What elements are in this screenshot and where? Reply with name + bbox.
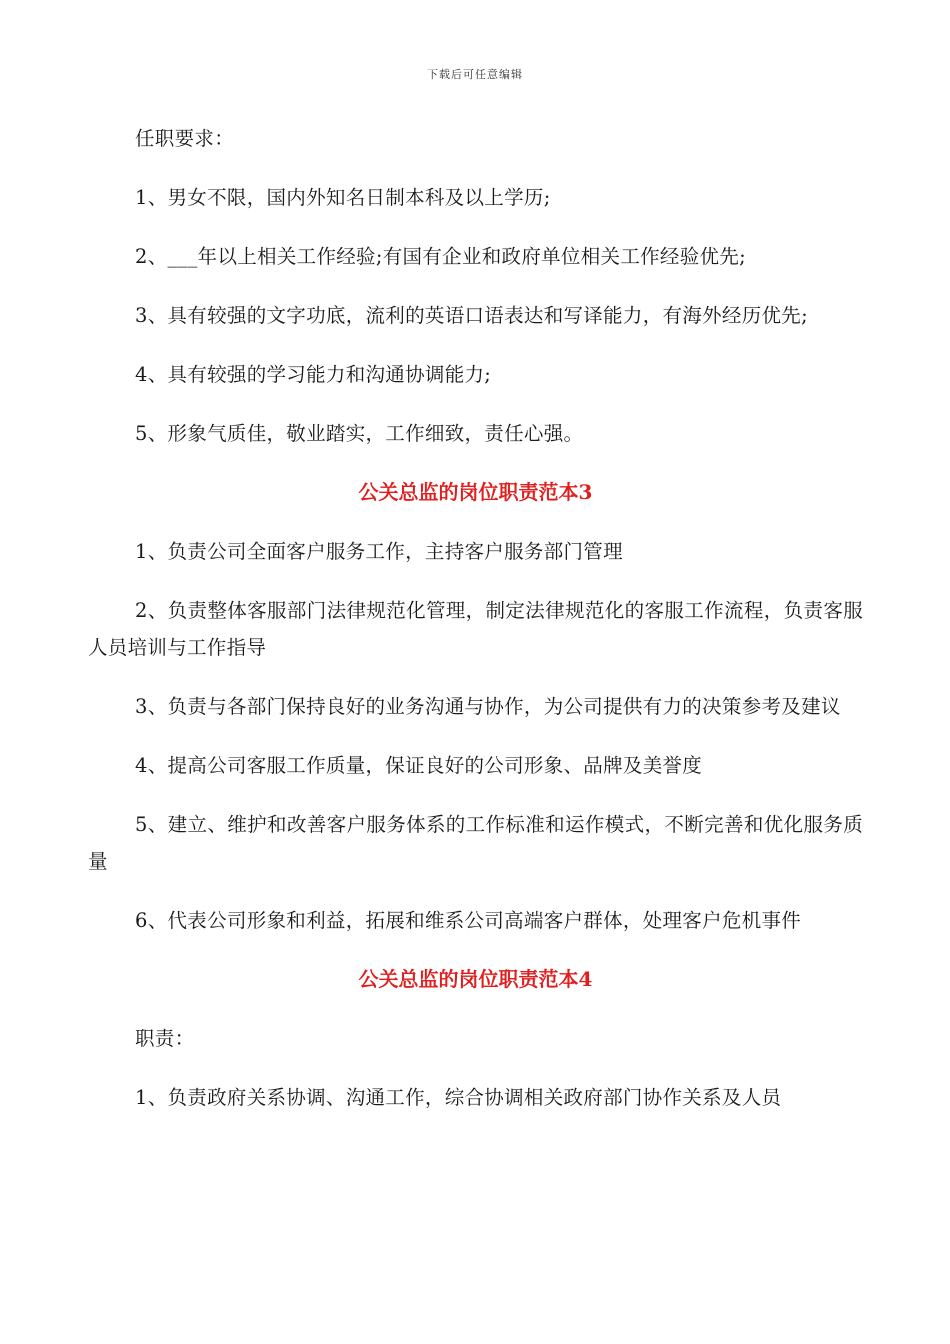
duty-item: 2、负责整体客服部门法律规范化管理，制定法律规范化的客服工作流程，负责客服人员培训与工作指导: [88, 599, 863, 659]
duty-item: 4、提高公司客服工作质量，保证良好的公司形象、品牌及美誉度: [135, 754, 703, 777]
requirement-item: 4、具有较强的学习能力和沟通协调能力;: [135, 363, 492, 386]
requirement-item: 3、具有较强的文字功底，流利的英语口语表达和写译能力，有海外经历优先;: [135, 304, 808, 327]
duty-item: 1、负责政府关系协调、沟通工作，综合协调相关政府部门协作关系及人员: [135, 1086, 782, 1109]
document-body: [88, 120, 863, 1138]
duty-item: 6、代表公司形象和利益，拓展和维系公司高端客户群体，处理客户危机事件: [135, 909, 802, 932]
requirements-title: 任职要求：: [135, 127, 235, 150]
requirement-item: 2、___年以上相关工作经验;有国有企业和政府单位相关工作经验优先;: [135, 245, 746, 268]
duty-item: 3、负责与各部门保持良好的业务沟通与协作，为公司提供有力的决策参考及建议: [135, 695, 841, 718]
duty-item: 5、建立、维护和改善客户服务体系的工作标准和运作模式，不断完善和优化服务质量: [88, 813, 863, 873]
duties-title: 职责：: [135, 1027, 195, 1050]
requirement-item: 1、男女不限，国内外知名日制本科及以上学历;: [135, 186, 551, 209]
requirement-item: 5、形象气质佳，敬业踏实，工作细致，责任心强。: [135, 422, 584, 445]
page-header-note: 下载后可任意编辑: [427, 68, 523, 81]
duty-item: 1、负责公司全面客户服务工作，主持客户服务部门管理: [135, 540, 623, 563]
section-3-heading: 公关总监的岗位职责范本3: [358, 480, 593, 504]
section-4-heading: 公关总监的岗位职责范本4: [358, 967, 593, 991]
